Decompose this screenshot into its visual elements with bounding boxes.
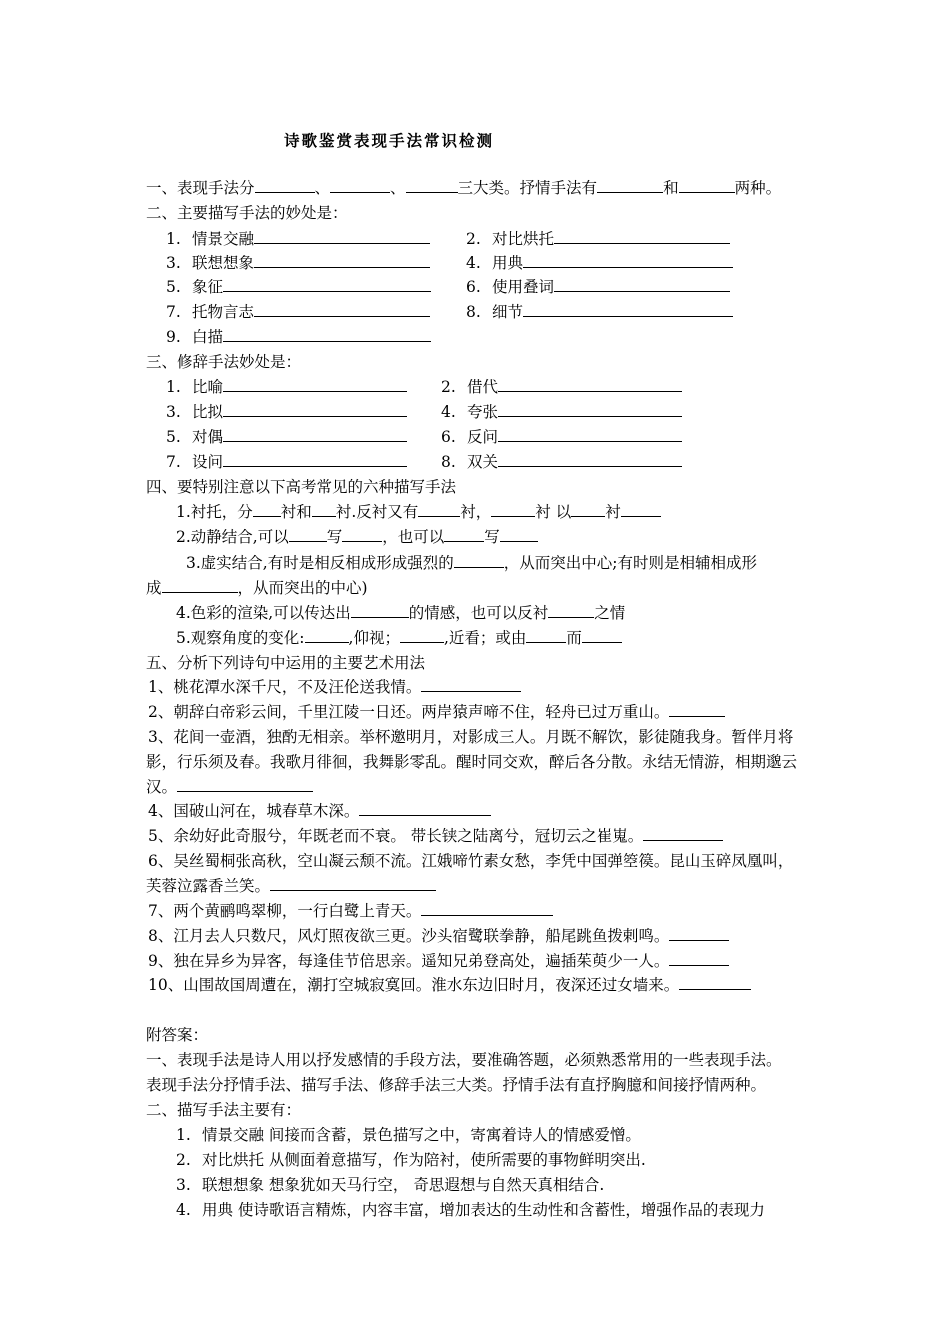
answer-line-3: 二、描写手法主要有： — [146, 1101, 302, 1119]
s4-line-2: 2.动静结合,可以 写 ，也可以 写 — [176, 527, 538, 547]
answer-item-3: 3. 联想想象 想象犹如天马行空， 奇思遐想与自然天真相结合. — [176, 1176, 605, 1194]
answers-heading: 附答案： — [146, 1026, 209, 1044]
s2-item-7: 7. 托物言志 — [166, 302, 430, 322]
s3-item-7: 7. 设问 — [166, 452, 407, 472]
page-title: 诗歌鉴赏表现手法常识检测 — [284, 131, 495, 150]
s2-item-8: 8. 细节 — [466, 302, 733, 322]
s2-item-3: 3. 联想想象 — [166, 253, 430, 273]
question-4: 4、国破山河在，城春草木深。 — [148, 801, 491, 821]
answer-item-4: 4. 用典 使诗歌语言精炼，内容丰富，增加表达的生动性和含蓄性，增强作品的表现力 — [176, 1201, 765, 1219]
question-6b: 芙蓉泣露香兰笑。 — [146, 876, 436, 896]
s3-item-8: 8. 双关 — [441, 452, 682, 472]
answer-item-2: 2. 对比烘托 从侧面着意描写，作为陪衬，使所需要的事物鲜明突出. — [176, 1151, 646, 1169]
question-8: 8、江月去人只数尺，风灯照夜欲三更。沙头宿鹭联拳静，船尾跳鱼拨剌鸣。 — [148, 926, 729, 946]
s3-item-1: 1. 比喻 — [166, 377, 407, 397]
section-1-line: 一、表现手法分 、 、 三大类。抒情手法有 和 两种。 — [146, 179, 782, 197]
question-1: 1、桃花潭水深千尺，不及汪伦送我情。 — [148, 677, 521, 697]
s4-line-1: 1.衬托，分 衬和 衬.反衬又有 衬， 衬 以 衬 — [176, 502, 661, 522]
s2-item-6: 6. 使用叠词 — [466, 277, 730, 297]
s4-line-3b: 成 ，从而突出的中心) — [146, 579, 368, 597]
section-5-heading: 五、分析下列诗句中运用的主要艺术用法 — [146, 654, 426, 672]
question-7: 7、两个黄鹂鸣翠柳，一行白鹭上青天。 — [148, 901, 553, 921]
s2-item-1: 1. 情景交融 — [166, 229, 430, 249]
s3-item-6: 6. 反问 — [441, 427, 682, 447]
question-9: 9、独在异乡为异客，每逢佳节倍思亲。遥知兄弟登高处，遍插茱萸少一人。 — [148, 951, 729, 971]
s3-item-3: 3. 比拟 — [166, 402, 407, 422]
answer-line-2: 表现手法分抒情手法、描写手法、修辞手法三大类。抒情手法有直抒胸臆和间接抒情两种。 — [146, 1076, 767, 1094]
section-2-heading: 二、主要描写手法的妙处是： — [146, 204, 348, 222]
s2-item-9: 9. 白描 — [166, 327, 431, 347]
question-3c: 汉。 — [146, 777, 313, 797]
s2-item-5: 5. 象征 — [166, 277, 431, 297]
s3-item-4: 4. 夸张 — [441, 402, 682, 422]
section-3-heading: 三、修辞手法妙处是： — [146, 353, 302, 371]
question-3b: 影，行乐须及春。我歌月徘徊，我舞影零乱。醒时同交欢，醉后各分散。永结无情游，相期邈云 — [146, 753, 798, 771]
answer-line-1: 一、表现手法是诗人用以抒发感情的手段方法，要准确答题，必须熟悉常用的一些表现手法。 — [146, 1051, 782, 1069]
question-2: 2、朝辞白帝彩云间，千里江陵一日还。两岸猿声啼不住，轻舟已过万重山。 — [148, 702, 725, 722]
answer-item-1: 1. 情景交融 间接而含蓄，景色描写之中，寄寓着诗人的情感爱憎。 — [176, 1126, 641, 1144]
s2-item-2: 2. 对比烘托 — [466, 229, 730, 249]
section-4-heading: 四、要特别注意以下高考常见的六种描写手法 — [146, 478, 457, 496]
s3-item-2: 2. 借代 — [441, 377, 682, 397]
s3-item-5: 5. 对偶 — [166, 427, 407, 447]
s4-line-3: 3.虚实结合,有时是相反相成形成强烈的 ，从而突出中心;有时则是相辅相成形 — [186, 554, 757, 572]
question-5: 5、余幼好此奇服兮，年既老而不衰。 带长铗之陆离兮，冠切云之崔嵬。 — [148, 826, 723, 846]
s4-line-5: 5.观察角度的变化: ,仰视； ,近看；或由 而 — [176, 628, 622, 648]
question-3a: 3、花间一壶酒，独酌无相亲。举杯邀明月，对影成三人。月既不解饮，影徒随我身。暂伴月将 — [148, 728, 794, 746]
question-6a: 6、吴丝蜀桐张高秋，空山凝云颓不流。江娥啼竹素女愁，李凭中国弹箜篌。昆山玉碎凤凰叫， — [148, 852, 794, 870]
s2-item-4: 4. 用典 — [466, 253, 733, 273]
question-10: 10、山围故国周遭在，潮打空城寂寞回。淮水东边旧时月，夜深还过女墙来。 — [148, 975, 751, 995]
s4-line-4: 4.色彩的渲染,可以传达出 的情感，也可以反衬 之情 — [176, 604, 626, 622]
